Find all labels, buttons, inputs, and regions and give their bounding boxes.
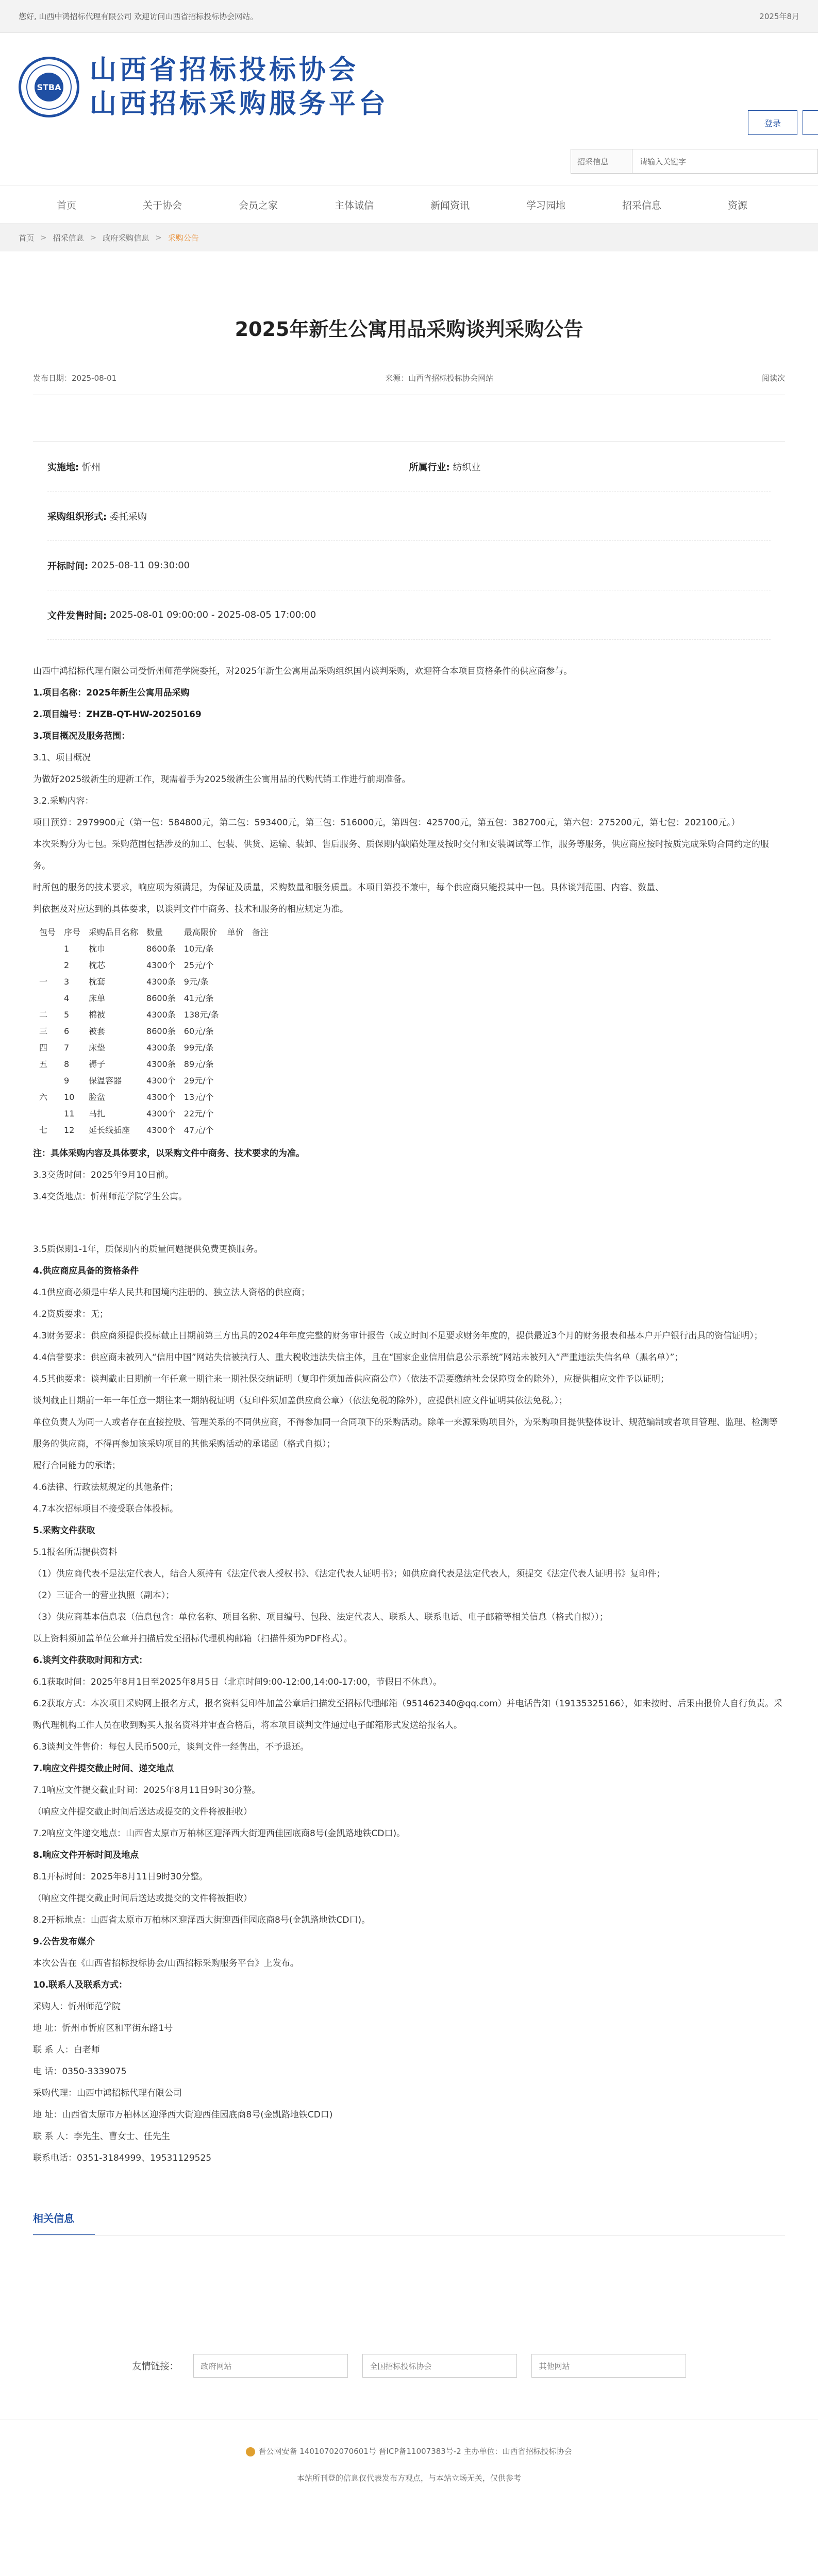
table-cell: 4300个 (146, 960, 176, 970)
industry-label: 所属行业: (409, 462, 450, 473)
table-cell: 六 (39, 1092, 48, 1102)
main-nav (0, 185, 818, 224)
table-cell: 47元/个 (183, 1125, 214, 1135)
table-cell: 8600条 (146, 944, 176, 954)
breadcrumb-separator: > (90, 233, 97, 242)
article-body (33, 660, 785, 2169)
article-paragraph: 5.采购文件获取 (33, 1526, 95, 1536)
logo-line-2: 山西招标采购服务平台 (90, 89, 389, 120)
table-cell: 60元/条 (183, 1026, 214, 1036)
table-header-cell: 数量 (146, 927, 163, 937)
article-paragraph: 地 址：山西省太原市万柏林区迎泽西大街迎西佳园底商8号(金凯路地铁CD口) (33, 2110, 333, 2120)
table-cell (35, 1106, 60, 1122)
table-cell: 马扎 (89, 1109, 106, 1118)
article-paragraph: 电 话：0350-3339075 (33, 2066, 127, 2077)
related-info-title[interactable]: 相关信息 (33, 2210, 95, 2235)
nav-item[interactable]: 首页 (56, 199, 76, 211)
table-row (35, 990, 273, 1007)
nav-item[interactable]: 主体诚信 (334, 199, 374, 211)
friend-link-select[interactable]: 其他网站 (531, 2354, 686, 2378)
table-row (35, 941, 273, 957)
table-cell: 4300条 (146, 977, 176, 987)
table-cell: 10 (64, 1092, 75, 1102)
table-cell: 11 (64, 1109, 75, 1118)
table-cell (223, 941, 248, 957)
table-header-cell: 备注 (252, 927, 269, 937)
publish-date: 发布日期：2025-08-01 (33, 374, 117, 383)
article-paragraph: 8.1开标时间：2025年8月11日9时30分整。 (33, 1872, 208, 1882)
table-cell: 13元/个 (183, 1092, 214, 1102)
article-paragraph: 1.项目名称：2025年新生公寓用品采购 (33, 688, 190, 698)
lot-table (35, 924, 273, 1139)
table-row (35, 1023, 273, 1040)
register-button[interactable] (803, 110, 818, 135)
table-cell (35, 1073, 60, 1089)
nav-item[interactable]: 关于协会 (142, 199, 182, 211)
article-paragraph: 4.2资质要求：无； (33, 1309, 109, 1319)
table-cell: 三 (39, 1026, 48, 1036)
article-meta (33, 372, 785, 395)
article-paragraph: 判依据及对应达到的具体要求，以谈判文件中商务、技术和服务的相应规定为准。 (33, 904, 348, 914)
article-paragraph: 为做好2025级新生的迎新工作，现需着手为2025级新生公寓用品的代购代销工作进行前期准备。 (33, 774, 411, 785)
article-paragraph: 2.项目编号：ZHZB-QT-HW-20250169 (33, 709, 202, 720)
article-paragraph: 7.1响应文件提交截止时间：2025年8月11日9时30分整。 (33, 1785, 261, 1795)
search-category-select[interactable]: 招采信息 (571, 149, 632, 174)
breadcrumb-item[interactable]: 招采信息 (53, 233, 84, 243)
table-cell: 41元/条 (183, 993, 214, 1003)
article-paragraph: 采购代理：山西中鸿招标代理有限公司 (33, 2088, 182, 2098)
friend-links (33, 2354, 785, 2378)
table-row (35, 1007, 273, 1023)
table-cell: 89元/条 (183, 1059, 214, 1069)
article-paragraph: 8.2开标地点：山西省太原市万柏林区迎泽西大街迎西佳园底商8号(金凯路地铁CD口)。 (33, 1915, 371, 1925)
article-paragraph: 4.6法律、行政法规规定的其他条件； (33, 1482, 179, 1493)
table-row (35, 1106, 273, 1122)
table-cell: 七 (39, 1125, 48, 1135)
table-cell: 被套 (89, 1026, 106, 1036)
article-paragraph: 本次采购分为七包。采购范围包括涉及的加工、包装、供货、运输、装卸、售后服务、质保期内缺陷处理及按时交付和安装调试等工作，服务等服务，供应商应按时按质完成采购合同约定的服务。 (33, 839, 769, 871)
breadcrumb-item[interactable]: 政府采购信息 (103, 233, 149, 243)
article-paragraph: 3.5质保期1-1年，质保期内的质量问题提供免费更换服务。 (33, 1244, 263, 1255)
breadcrumb-separator: > (155, 233, 162, 242)
table-cell: 29元/个 (183, 1076, 214, 1086)
breadcrumb-item[interactable]: 采购公告 (168, 233, 199, 243)
article-paragraph (33, 1223, 785, 1239)
table-cell: 4300个 (146, 1092, 176, 1102)
article-paragraph: 采购人：忻州师范学院 (33, 2002, 121, 2012)
table-cell (223, 974, 248, 990)
breadcrumb-item[interactable]: 首页 (19, 233, 35, 243)
table-row (35, 957, 273, 974)
table-cell: 99元/条 (183, 1043, 214, 1053)
table-cell: 床单 (89, 993, 106, 1003)
table-cell: 4 (64, 993, 70, 1003)
article-paragraph: （3）供应商基本信息表（信息包含：单位名称、项目名称、项目编号、包段、法定代表人、联系人、联系电话、电子邮箱等相关信息（格式自拟））； (33, 1612, 608, 1622)
seal-text: STBA (35, 73, 63, 101)
table-cell (35, 941, 60, 957)
article-paragraph: 履行合同能力的承诺； (33, 1461, 121, 1471)
article-paragraph: 6.3谈判文件售价：每包人民币500元，谈判文件一经售出，不予退还。 (33, 1742, 309, 1752)
table-cell: 四 (39, 1043, 48, 1053)
table-cell: 二 (39, 1010, 48, 1020)
table-cell (223, 1106, 248, 1122)
article-paragraph: 6.谈判文件获取时间和方式： (33, 1655, 148, 1666)
table-row (35, 1122, 273, 1139)
table-cell: 8600条 (146, 1026, 176, 1036)
article-paragraph: 6.1获取时间：2025年8月1日至2025年8月5日（北京时间9:00-12:00,14:00-17:00，节假日不休息）。 (33, 1677, 442, 1687)
table-cell: 22元/个 (183, 1109, 214, 1118)
table-header-cell: 采购品目名称 (89, 927, 139, 937)
table-cell: 2 (64, 960, 70, 970)
open-time-label: 开标时间: (47, 561, 89, 572)
industry-value: 纺织业 (453, 462, 481, 473)
article-paragraph: 3.3交货时间：2025年9月10日前。 (33, 1170, 174, 1180)
search-bar (571, 149, 818, 174)
table-cell: 10元/条 (183, 944, 214, 954)
article-paragraph: 3.2.采购内容： (33, 796, 94, 806)
article-paragraph: 山西中鸿招标代理有限公司受忻州师范学院委托，对2025年新生公寓用品采购组织国内谈判采购，欢迎符合本项目资格条件的供应商参与。 (33, 666, 573, 676)
friend-link-select[interactable]: 政府网站 (193, 2354, 348, 2378)
table-cell: 8 (64, 1059, 70, 1069)
table-cell: 5 (64, 1010, 70, 1020)
footer-line-1: 晋公网安备 14010702070601号 晋ICP备11007383号-2 主办单位：山西省招标投标协会 (258, 2447, 572, 2456)
greeting-text: 您好, 山西中鸿招标代理有限公司 欢迎访问山西省招标投标协会网站。 (19, 12, 258, 21)
table-cell: 延长线插座 (89, 1125, 130, 1135)
table-header-cell: 最高限价 (183, 927, 217, 937)
table-cell: 床垫 (89, 1043, 106, 1053)
article-paragraph: 单位负责人为同一人或者存在直接控股、管理关系的不同供应商，不得参加同一合同项下的采购活动。除单一来源采购项目外，为采购项目提供整体设计、规范编制或者项目管理、监理、检测等服务的供应商，不得再参加该采购项目的其他采购活动的承诺函（格式自拟）； (33, 1417, 778, 1449)
table-cell: 保温容器 (89, 1076, 122, 1086)
friend-link-select[interactable]: 全国招标投标协会 (362, 2354, 517, 2378)
article-paragraph: （2）三证合一的营业执照（副本）； (33, 1590, 175, 1601)
table-cell (223, 1056, 248, 1073)
table-cell: 4300条 (146, 1059, 176, 1069)
breadcrumb-separator: > (40, 233, 47, 242)
region-value: 忻州 (81, 462, 101, 473)
article-paragraph: 联系电话：0351-3184999、19531129525 (33, 2153, 212, 2163)
nav-item[interactable]: 会员之家 (238, 199, 278, 211)
article-paragraph: 4.7本次招标项目不接受联合体投标。 (33, 1504, 179, 1514)
nav-item[interactable]: 资源 (727, 199, 747, 211)
table-cell: 12 (64, 1125, 75, 1135)
search-input[interactable]: 请输入关键字 (632, 149, 818, 174)
site-footer (0, 2419, 818, 2492)
article-paragraph: 4.3财务要求：供应商须提供投标截止日期前第三方出具的2024年年度完整的财务审计报告（成立时间不足要求财务年度的，提供最近3个月的财务报表和基本户开户银行出具的资信证明）； (33, 1331, 763, 1341)
table-header-row (35, 924, 273, 941)
date-text: 2025年8月 (759, 12, 799, 21)
org-value: 委托采购 (109, 511, 147, 522)
article-paragraph: 4.1供应商必须是中华人民共和国境内注册的、独立法人资格的供应商； (33, 1287, 310, 1298)
table-cell (223, 1089, 248, 1106)
article-paragraph: 项目预算：2979900元（第一包：584800元，第二包：593400元，第三包：516000元，第四包：425700元，第五包：382700元，第六包：275200元，第七包：202100元。） (33, 818, 740, 828)
table-cell (223, 1122, 248, 1139)
table-header-cell: 序号 (64, 927, 81, 937)
article-paragraph: （响应文件提交截止时间后送达或提交的文件将被拒收） (33, 1807, 252, 1817)
table-row (35, 974, 273, 990)
region-label: 实施地: (47, 462, 79, 473)
table-cell: 枕套 (89, 977, 106, 987)
article-paragraph: 以上资料须加盖单位公章并扫描后发至招标代理机构邮箱（扫描件须为PDF格式）。 (33, 1634, 353, 1644)
login-button[interactable]: 登录 (748, 110, 797, 135)
table-cell: 五 (39, 1059, 48, 1069)
page-title: 2025年新生公寓用品采购谈判采购公告 (235, 318, 583, 341)
article-paragraph: 6.2获取方式：本次项目采购网上报名方式，报名资料复印件加盖公章后扫描发至招标代理邮箱（951462340@qq.com）并电话告知（19135325166），如未按时、后果由报价人自行负责。采购代理机构工作人员在收到购买人报名资料并审查合格后，将本项目谈判文件通过电子邮箱形式发送给报名人。 (33, 1699, 783, 1731)
article-paragraph: 3.4交货地点：忻州师范学院学生公寓。 (33, 1192, 188, 1202)
logo-line-1: 山西省招标投标协会 (90, 55, 359, 86)
table-row (35, 1073, 273, 1089)
table-cell: 褥子 (89, 1059, 106, 1069)
table-cell: 7 (64, 1043, 70, 1053)
site-header (0, 33, 818, 166)
table-cell (223, 957, 248, 974)
article-paragraph: 3.项目概况及服务范围： (33, 731, 130, 741)
top-bar (0, 0, 818, 33)
table-cell: 9元/条 (183, 977, 209, 987)
table-cell (223, 1073, 248, 1089)
article-paragraph: 联 系 人：白老师 (33, 2045, 100, 2055)
table-cell (223, 1007, 248, 1023)
table-cell: 4300个 (146, 1109, 176, 1118)
breadcrumb (0, 224, 818, 251)
article-paragraph: 7.2响应文件递交地点：山西省太原市万柏林区迎泽西大街迎西佳园底商8号(金凯路地铁CD口)。 (33, 1828, 406, 1839)
article-paragraph: 4.4信誉要求：供应商未被列入“信用中国”网站失信被执行人、重大税收违法失信主体，且在“国家企业信用信息公示系统”网站未被列入“严重违法失信名单（黑名单）”； (33, 1352, 683, 1363)
table-cell: 1 (64, 944, 70, 954)
table-cell (223, 1040, 248, 1056)
nav-item[interactable]: 学习园地 (526, 199, 565, 211)
table-cell: 4300个 (146, 1125, 176, 1135)
doc-time-value: 2025-08-01 09:00:00 - 2025-08-05 17:00:00 (109, 609, 316, 620)
table-row (35, 1056, 273, 1073)
table-cell: 4300个 (146, 1076, 176, 1086)
nav-item[interactable]: 招采信息 (622, 199, 661, 211)
article-paragraph: 10.联系人及联系方式： (33, 1980, 128, 1990)
table-cell: 4300条 (146, 1043, 176, 1053)
org-label: 采购组织形式: (47, 511, 107, 522)
table-cell (35, 990, 60, 1007)
article-paragraph: 联 系 人：李先生、曹女士、任先生 (33, 2131, 170, 2142)
article-paragraph: 4.5其他要求：谈判截止日期前一年任意一期往来一期社保交纳证明（复印件须加盖供应商公章）（依法不需要缴纳社会保障资金的除外），应提供相应文件予以证明； (33, 1374, 670, 1384)
table-cell: 棉被 (89, 1010, 106, 1020)
table-cell: 一 (39, 977, 48, 987)
article-paragraph: 谈判截止日期前一年一年任意一期往来一期纳税证明（复印件须加盖供应商公章）（依法免税的除外），应提供相应文件证明其依法免税。）； (33, 1396, 567, 1406)
table-cell (223, 990, 248, 1007)
article-paragraph: （响应文件提交截止时间后送达或提交的文件将被拒收） (33, 1893, 252, 1904)
table-row (35, 1040, 273, 1056)
seal-logo-icon (19, 57, 79, 117)
article-paragraph: （1）供应商代表不是法定代表人，结合人须持有《法定代表人授权书》、《法定代表人证明书》；如供应商代表是法定代表人，须提交《法定代表人证明书》复印件； (33, 1569, 665, 1579)
table-cell: 138元/条 (183, 1010, 219, 1020)
article-paragraph: 本次公告在《山西省招标投标协会/山西招标采购服务平台》上发布。 (33, 1958, 299, 1969)
table-cell: 3 (64, 977, 70, 987)
footer-line-2: 本站所刊登的信息仅代表发布方观点，与本站立场无关，仅供参考 (296, 2473, 521, 2483)
project-info-box (33, 442, 785, 640)
article-paragraph: 时所包的服务的技术要求，响应项为须满足，为保证及质量，采购数量和服务质量。本项目第投不兼中，每个供应商只能投其中一包。具体谈判范围、内容、数量、 (33, 883, 664, 893)
article-paragraph: 3.1、项目概况 (33, 753, 91, 763)
open-time-value: 2025-08-11 09:30:00 (91, 560, 190, 571)
table-cell: 脸盆 (89, 1092, 106, 1102)
article-source: 来源：山西省招标投标协会网站 (385, 374, 494, 383)
article-paragraph: 9.公告发布媒介 (33, 1937, 95, 1947)
table-row (35, 1089, 273, 1106)
table-cell (223, 1023, 248, 1040)
article (0, 313, 818, 2378)
table-cell: 25元/个 (183, 960, 214, 970)
table-cell: 枕芯 (89, 960, 106, 970)
table-cell: 6 (64, 1026, 70, 1036)
table-header-cell: 单价 (227, 927, 244, 937)
doc-time-label: 文件发售时间: (47, 610, 107, 621)
police-badge-icon (246, 2447, 255, 2456)
table-cell: 9 (64, 1076, 70, 1086)
article-paragraph: 地 址：忻州市忻府区和平街东路1号 (33, 2023, 173, 2033)
article-paragraph: 5.1报名所需提供资料 (33, 1547, 118, 1557)
article-paragraph: 注：具体采购内容及具体要求，以采购文件中商务、技术要求的为准。 (33, 1148, 305, 1159)
article-paragraph: 7.响应文件提交截止时间、递交地点 (33, 1764, 174, 1774)
table-header-cell: 包号 (39, 927, 56, 937)
nav-item[interactable]: 新闻资讯 (430, 199, 470, 211)
table-cell (35, 957, 60, 974)
site-logo[interactable] (19, 53, 389, 121)
article-paragraph (33, 1208, 785, 1223)
table-cell: 8600条 (146, 993, 176, 1003)
view-count: 阅读次 (761, 374, 785, 383)
table-cell: 枕巾 (89, 944, 106, 954)
article-paragraph: 8.响应文件开标时间及地点 (33, 1850, 139, 1860)
table-cell: 4300条 (146, 1010, 176, 1020)
article-paragraph: 4.供应商应具备的资格条件 (33, 1266, 139, 1276)
friend-links-label: 友情链接： (132, 2361, 179, 2372)
